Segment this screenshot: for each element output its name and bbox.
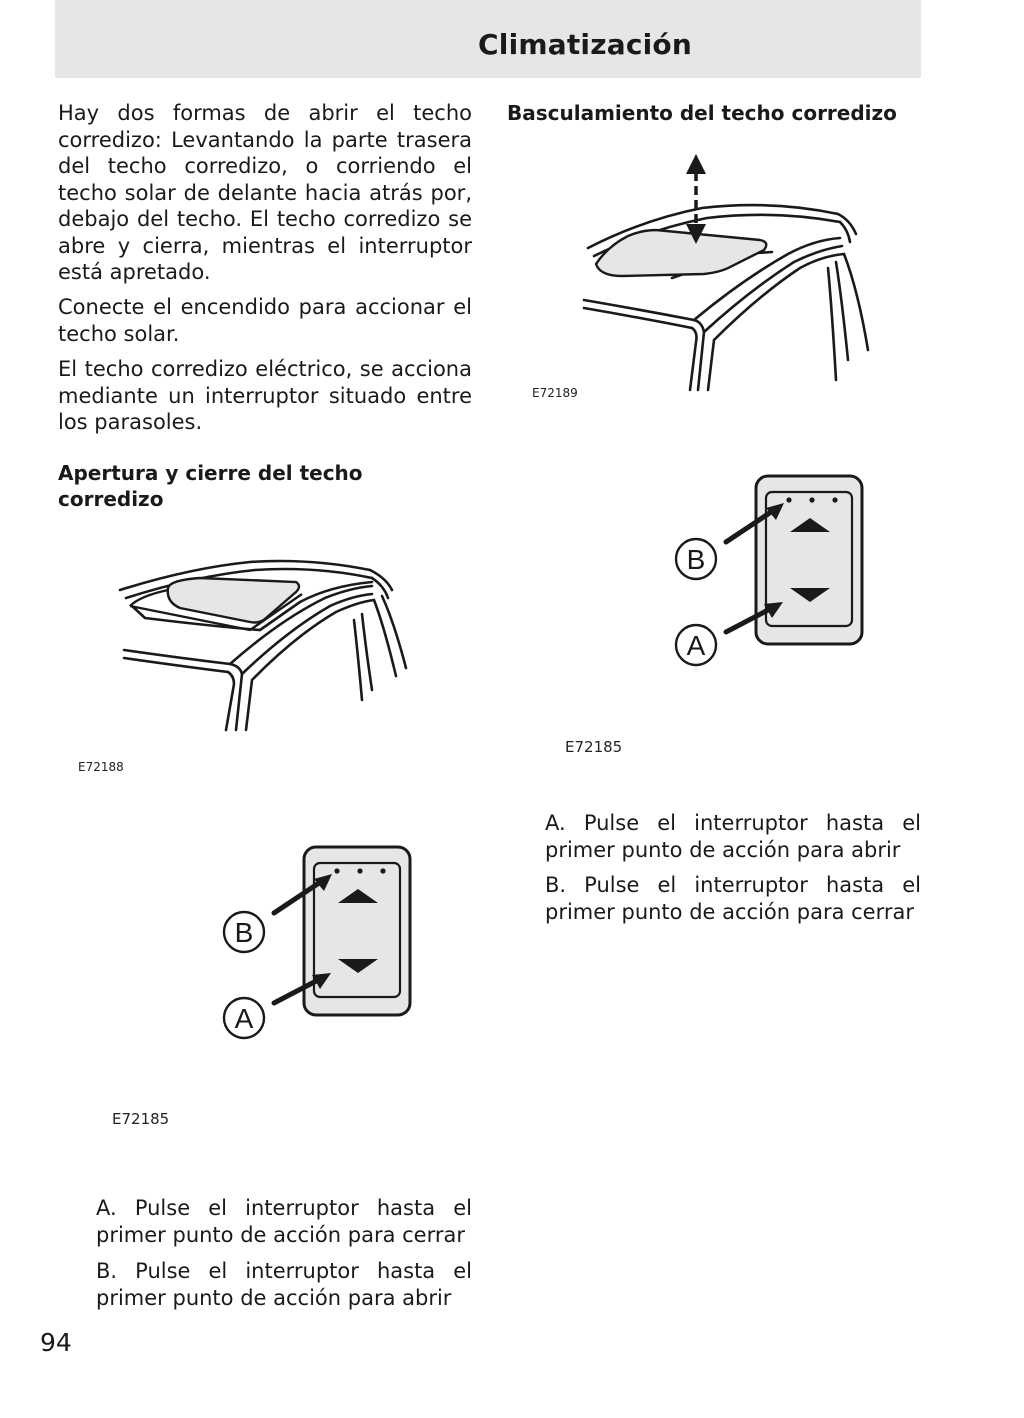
intro-paragraph: Hay dos formas de abrir el techo corredizo: Levantando la parte trasera del techo corredizo, o corriendo el techo solar de delante hacia atrás por, debajo del techo. El techo corredizo se abre y cierra, mientras el interruptor está apretado. <box>58 101 472 284</box>
arrow-up-icon <box>686 154 706 174</box>
switch-label-b: B <box>686 544 706 575</box>
left-item-b: B. Pulse el interruptor hasta el primer punto de acción para abrir <box>96 1259 472 1310</box>
figure-code-e72185-right: E72185 <box>565 738 623 756</box>
switch-location-paragraph: El techo corredizo eléctrico, se acciona mediante un interruptor situado entre los parasoles. <box>58 357 472 434</box>
figure-code-e72189: E72189 <box>532 386 578 400</box>
left-switch-illustration <box>220 845 420 1045</box>
right-item-a: A. Pulse el interruptor hasta el primer punto de acción para abrir <box>545 811 921 862</box>
switch-label-a: A <box>686 630 706 661</box>
ignition-paragraph: Conecte el encendido para accionar el techo solar. <box>58 295 472 346</box>
right-switch-illustration <box>672 474 872 674</box>
switch-label-a: A <box>234 1003 254 1034</box>
left-item-a: A. Pulse el interruptor hasta el primer punto de acción para cerrar <box>96 1196 472 1247</box>
tilting-roof-illustration <box>582 150 872 390</box>
section-heading-open-close: Apertura y cierre del techo corredizo <box>58 461 363 511</box>
sliding-roof-illustration <box>110 560 410 740</box>
figure-code-e72185-left: E72185 <box>112 1110 170 1128</box>
section-heading-tilt: Basculamiento del techo corredizo <box>507 101 897 125</box>
right-item-b: B. Pulse el interruptor hasta el primer punto de acción para cerrar <box>545 873 921 924</box>
figure-code-e72188: E72188 <box>78 760 124 774</box>
page-number: 94 <box>40 1328 72 1357</box>
page-title: Climatización <box>478 28 692 61</box>
switch-label-b: B <box>234 917 254 948</box>
